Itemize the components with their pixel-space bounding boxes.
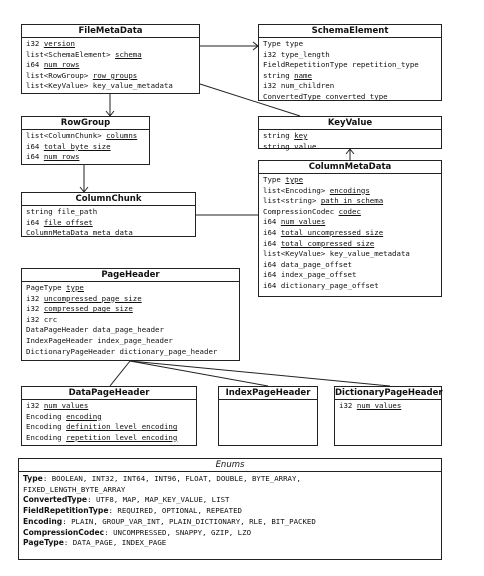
field-type: list<string> xyxy=(263,196,317,206)
field-name: index_page_offset xyxy=(280,270,357,280)
field-name: key_value_metadata xyxy=(329,249,410,259)
field-row xyxy=(26,218,191,229)
column-meta-data-box xyxy=(258,160,442,297)
enums-title: Enums xyxy=(19,459,441,472)
field-type: list<KeyValue> xyxy=(263,249,326,259)
field-row xyxy=(26,152,145,163)
column-chunk-title: ColumnChunk xyxy=(22,193,195,206)
field-row xyxy=(263,92,437,103)
field-name: encodings xyxy=(329,185,370,195)
field-type: i32 xyxy=(26,39,40,48)
enum-values: PLAIN, GROUP_VAR_INT, PLAIN_DICTIONARY, RLE, BIT_PACKED xyxy=(71,516,316,526)
enums-box xyxy=(18,458,442,560)
field-name: crc xyxy=(43,314,58,324)
enum-values: DATA_PAGE, INDEX_PAGE xyxy=(72,538,167,548)
field-row xyxy=(263,71,437,82)
enum-line xyxy=(23,485,437,496)
field-name: row_groups xyxy=(92,70,138,80)
field-type: DataPageHeader xyxy=(26,325,89,335)
field-row xyxy=(263,228,437,239)
edge-pageheader-indexpageheader xyxy=(130,361,268,386)
enum-values: UTF8, MAP, MAP_KEY_VALUE, LIST xyxy=(95,495,230,505)
field-name: num_values xyxy=(43,401,89,410)
field-row xyxy=(26,283,235,294)
enum-label: PageType xyxy=(23,538,64,548)
enum-values: FIXED_LENGTH_BYTE_ARRAY xyxy=(23,484,126,494)
page-header-title: PageHeader xyxy=(22,269,239,282)
field-name: index_page_header xyxy=(97,335,173,345)
field-type: i32 xyxy=(339,401,353,410)
field-row xyxy=(26,401,192,412)
field-type: Encoding xyxy=(26,411,62,421)
field-name: path_in_schema xyxy=(320,196,384,206)
field-row xyxy=(339,401,437,412)
field-type: i64 xyxy=(263,217,277,227)
edge-pageheader-datapageheader xyxy=(110,361,130,386)
field-row xyxy=(263,281,437,292)
field-row xyxy=(263,239,437,250)
field-name: uncompressed_page_size xyxy=(43,293,142,303)
field-row xyxy=(263,260,437,271)
field-row xyxy=(26,131,145,142)
field-name: repetition_level_encoding xyxy=(66,432,178,442)
page-header-box xyxy=(21,268,240,361)
field-row xyxy=(263,249,437,260)
field-row xyxy=(26,71,195,82)
field-name: total_uncompressed_size xyxy=(280,227,384,237)
field-type: list<RowGroup> xyxy=(26,70,89,80)
field-row xyxy=(263,81,437,92)
field-name: dictionary_page_header xyxy=(119,346,218,356)
field-name: total_compressed_size xyxy=(280,238,375,248)
field-row xyxy=(26,60,195,71)
file-meta-data-box xyxy=(21,24,200,94)
enum-line: Encoding: PLAIN, GROUP_VAR_INT, PLAIN_DICTIONARY, RLE, BIT_PACKED xyxy=(23,516,316,526)
field-row xyxy=(263,186,437,197)
field-row xyxy=(263,207,437,218)
field-row xyxy=(26,294,235,305)
field-name: num_rows xyxy=(43,152,80,162)
field-name: name xyxy=(294,70,312,80)
field-type: i32 xyxy=(26,293,40,303)
enum-label: FieldRepetitionType xyxy=(23,506,109,516)
field-type: string xyxy=(26,207,53,216)
field-type: list<KeyValue> xyxy=(26,81,89,91)
field-name: total_byte_size xyxy=(43,141,111,151)
row-group-box xyxy=(21,116,150,165)
key-value-title: KeyValue xyxy=(259,117,441,130)
enums-list xyxy=(19,472,441,551)
dictionary-page-header-box xyxy=(334,386,442,446)
field-row xyxy=(26,422,192,433)
field-type: i64 xyxy=(263,280,277,290)
field-name: num_children xyxy=(280,81,335,91)
data-page-header-title: DataPageHeader xyxy=(22,387,196,400)
field-name: data_page_header xyxy=(92,325,164,335)
field-type: ColumnMetaData xyxy=(26,228,89,238)
field-name: key_value_metadata xyxy=(92,81,173,91)
field-type: DictionaryPageHeader xyxy=(26,346,115,356)
enum-line: Type: BOOLEAN, INT32, INT64, INT96, FLOAT, DOUBLE, BYTE_ARRAY, xyxy=(23,474,301,483)
field-type: i32 xyxy=(26,401,40,410)
row-group-title: RowGroup xyxy=(22,117,149,130)
field-type: PageType xyxy=(26,283,62,292)
field-name: definition_level_encoding xyxy=(66,422,178,432)
field-name: num_rows xyxy=(43,60,80,70)
field-name: file_path xyxy=(57,207,98,216)
field-type: Encoding xyxy=(26,432,62,442)
enum-line: PageType: DATA_PAGE, INDEX_PAGE xyxy=(23,538,167,548)
field-row xyxy=(26,81,195,92)
index-page-header-box xyxy=(218,386,318,446)
field-type: i64 xyxy=(26,152,40,162)
field-row xyxy=(263,217,437,228)
field-type: Type xyxy=(263,175,281,184)
field-type: i64 xyxy=(26,217,40,227)
field-type: i64 xyxy=(263,227,277,237)
enum-values: UNCOMPRESSED, SNAPPY, GZIP, LZO xyxy=(113,527,252,537)
field-name: type xyxy=(285,175,304,184)
field-name: converted_type xyxy=(325,91,388,101)
field-name: file_offset xyxy=(43,217,93,227)
data-page-header-box xyxy=(21,386,197,446)
field-type: Type xyxy=(263,39,281,48)
field-type: i64 xyxy=(263,238,277,248)
field-name: codec xyxy=(338,206,361,216)
enum-label: ConvertedType xyxy=(23,495,88,505)
enum-values: BOOLEAN, INT32, INT64, INT96, FLOAT, DOUBLE, BYTE_ARRAY, xyxy=(51,474,301,483)
field-type: i64 xyxy=(263,270,277,280)
field-row xyxy=(263,175,437,186)
enum-line: FieldRepetitionType: REQUIRED, OPTIONAL, REPEATED xyxy=(23,506,242,516)
dictionary-page-header-title: DictionaryPageHeader xyxy=(335,388,443,398)
field-type: string xyxy=(263,70,290,80)
field-name: meta_data xyxy=(92,228,133,238)
schema-element-title: SchemaElement xyxy=(259,25,441,38)
schema-element-box xyxy=(258,24,442,101)
field-type: i64 xyxy=(26,60,40,70)
edge-pageheader-dictionarypageheader xyxy=(130,361,390,386)
field-row xyxy=(26,50,195,61)
field-name: num_values xyxy=(356,401,402,410)
field-row xyxy=(26,228,191,239)
field-name: key xyxy=(294,131,308,140)
field-type: CompressionCodec xyxy=(263,206,335,216)
enum-label: CompressionCodec xyxy=(23,527,105,537)
file-meta-data-title: FileMetaData xyxy=(22,25,199,38)
field-row xyxy=(26,304,235,315)
field-type: ConvertedType xyxy=(263,91,321,101)
field-type: string xyxy=(263,131,290,140)
field-name: encoding xyxy=(66,411,102,421)
field-name: num_values xyxy=(280,217,326,227)
field-row xyxy=(263,270,437,281)
field-type: i64 xyxy=(263,259,277,269)
field-name: data_page_offset xyxy=(280,259,353,269)
field-name: type_length xyxy=(280,49,330,59)
field-name: repetition_type xyxy=(352,60,419,70)
field-row xyxy=(26,325,235,336)
column-chunk-box xyxy=(21,192,196,237)
field-type: Encoding xyxy=(26,422,62,432)
field-row xyxy=(26,39,195,50)
field-type: FieldRepetitionType xyxy=(263,60,348,70)
field-type: i32 xyxy=(263,81,277,91)
field-row xyxy=(263,50,437,61)
field-row xyxy=(26,412,192,423)
field-row xyxy=(26,433,192,444)
field-type: i32 xyxy=(26,314,40,324)
field-type: string xyxy=(263,141,290,151)
field-name: schema xyxy=(115,49,142,59)
index-page-header-title: IndexPageHeader xyxy=(219,387,317,400)
field-name: value xyxy=(294,141,317,151)
field-row xyxy=(26,207,191,218)
field-name: version xyxy=(43,39,75,48)
field-type: list<SchemaElement> xyxy=(26,49,111,59)
field-name: dictionary_page_offset xyxy=(280,280,379,290)
column-meta-data-title: ColumnMetaData xyxy=(259,161,441,174)
field-row xyxy=(263,60,437,71)
enum-label: Type xyxy=(23,474,43,483)
field-row xyxy=(26,336,235,347)
field-type: IndexPageHeader xyxy=(26,335,93,345)
field-row xyxy=(263,196,437,207)
enum-line: CompressionCodec: UNCOMPRESSED, SNAPPY, GZIP, LZO xyxy=(23,527,252,537)
field-row xyxy=(26,347,235,358)
enum-label: Encoding xyxy=(23,516,63,526)
enum-line: ConvertedType: UTF8, MAP, MAP_KEY_VALUE, LIST xyxy=(23,495,230,505)
field-name: columns xyxy=(106,131,138,140)
field-name: type xyxy=(285,39,304,48)
enum-values: REQUIRED, OPTIONAL, REPEATED xyxy=(117,506,242,516)
field-row xyxy=(263,142,437,153)
field-type: list<Encoding> xyxy=(263,185,326,195)
field-type: i32 xyxy=(263,49,277,59)
field-row xyxy=(26,142,145,153)
field-type: i64 xyxy=(26,141,40,151)
field-row xyxy=(26,315,235,326)
field-row xyxy=(263,39,437,50)
field-type: i32 xyxy=(26,304,40,314)
key-value-box xyxy=(258,116,442,149)
field-row xyxy=(263,131,437,142)
field-name: type xyxy=(66,283,84,292)
field-name: compressed_page_size xyxy=(43,304,133,314)
field-type: list<ColumnChunk> xyxy=(26,131,102,140)
